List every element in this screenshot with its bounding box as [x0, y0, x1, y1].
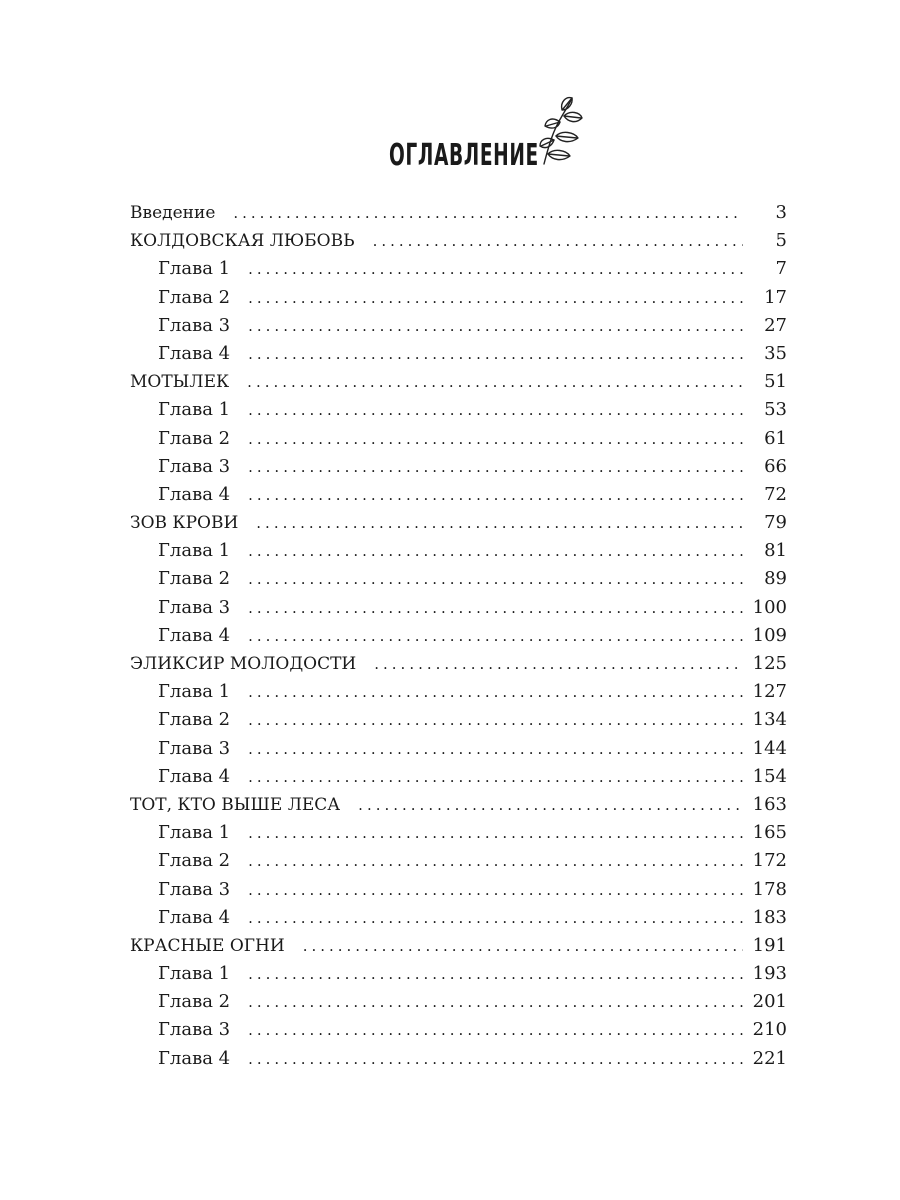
title-row: [0, 130, 900, 190]
toc-chapter-row[interactable]: [130, 425, 787, 453]
toc-entry-label: Глава 3: [158, 596, 231, 618]
dot-leader: [248, 706, 743, 734]
leaf-branch-icon: [538, 94, 584, 166]
dot-leader: [248, 988, 743, 1016]
toc-entry-label: ЗОВ КРОВИ: [130, 513, 239, 534]
toc-entry-label: КРАСНЫЕ ОГНИ: [130, 935, 285, 956]
toc-chapter-row[interactable]: [130, 678, 787, 706]
toc-page-number: 163: [752, 793, 787, 815]
dot-leader: [247, 368, 743, 396]
toc-page-number: 27: [764, 314, 787, 336]
toc-chapter-row[interactable]: [130, 988, 787, 1016]
toc-entry-label: КОЛДОВСКАЯ ЛЮБОВЬ: [130, 231, 355, 252]
toc-chapter-row[interactable]: [130, 565, 787, 593]
toc-page-number: 79: [764, 512, 787, 534]
page-title: ОГЛАВЛЕНИЕ: [389, 138, 539, 173]
toc-page-number: 100: [752, 596, 787, 618]
toc-chapter-row[interactable]: [130, 1016, 787, 1044]
toc-chapter-row[interactable]: [130, 622, 787, 650]
toc-chapter-row[interactable]: [130, 706, 787, 734]
toc-chapter-row[interactable]: [130, 904, 787, 932]
dot-leader: [248, 284, 743, 312]
dot-leader: [248, 425, 743, 453]
dot-leader: [248, 481, 743, 509]
toc-part-row[interactable]: [130, 509, 787, 537]
dot-leader: [374, 650, 742, 678]
toc-page-number: 5: [775, 230, 787, 252]
toc-chapter-row[interactable]: [130, 960, 787, 988]
dot-leader: [303, 932, 743, 960]
toc-page-number: 66: [764, 455, 787, 477]
toc-chapter-row[interactable]: [130, 594, 787, 622]
toc-part-row[interactable]: [130, 368, 787, 396]
toc-entry-label: Глава 2: [158, 427, 231, 449]
dot-leader: [248, 622, 743, 650]
toc-page-number: 183: [752, 906, 787, 928]
dot-leader: [248, 678, 743, 706]
toc-entry-label: Глава 1: [158, 540, 231, 562]
toc-entry-label: ТОТ, КТО ВЫШЕ ЛЕСА: [130, 794, 341, 815]
toc-page-number: 191: [752, 934, 787, 956]
toc-chapter-row[interactable]: [130, 1045, 787, 1073]
toc-chapter-row[interactable]: [130, 819, 787, 847]
toc-page-number: 61: [764, 427, 787, 449]
toc-entry-label: Глава 2: [158, 850, 231, 872]
toc-page-number: 172: [752, 850, 787, 872]
toc-entry-label: Глава 4: [158, 624, 231, 646]
toc-part-row[interactable]: [130, 932, 787, 960]
toc-entry-label: Глава 2: [158, 568, 231, 590]
toc-entry-label: Глава 4: [158, 483, 231, 505]
toc-entry-label: Глава 3: [158, 878, 231, 900]
toc-chapter-row[interactable]: [130, 396, 787, 424]
toc-chapter-row[interactable]: [130, 255, 787, 283]
toc-part-row[interactable]: [130, 650, 787, 678]
toc-page-number: 178: [752, 878, 787, 900]
dot-leader: [248, 735, 743, 763]
toc-part-row[interactable]: [130, 791, 787, 819]
toc-entry-label: Глава 2: [158, 709, 231, 731]
toc-entry-label: Глава 4: [158, 765, 231, 787]
toc-entry-label: Введение: [130, 203, 216, 223]
toc-page-number: 81: [764, 540, 787, 562]
toc-entry-label: Глава 1: [158, 681, 231, 703]
dot-leader: [248, 396, 743, 424]
toc-page-number: 53: [764, 399, 787, 421]
toc-page-number: 17: [764, 286, 787, 308]
toc-page-number: 221: [752, 1047, 787, 1069]
toc-chapter-row[interactable]: [130, 537, 787, 565]
toc-entry-label: Глава 1: [158, 822, 231, 844]
dot-leader: [233, 199, 743, 227]
toc-entry-label: Глава 4: [158, 906, 231, 928]
dot-leader: [256, 509, 743, 537]
toc-entry-label: Глава 1: [158, 963, 231, 985]
toc-entry-label: Глава 1: [158, 399, 231, 421]
toc-chapter-row[interactable]: [130, 763, 787, 791]
toc-chapter-row[interactable]: [130, 847, 787, 875]
dot-leader: [358, 791, 742, 819]
toc-entry-label: Глава 3: [158, 1019, 231, 1041]
toc-page-number: 125: [752, 653, 787, 674]
toc-chapter-row[interactable]: [130, 453, 787, 481]
dot-leader: [373, 227, 743, 255]
toc-entry-label: ЭЛИКСИР МОЛОДОСТИ: [130, 654, 357, 674]
toc-entry-label: Глава 3: [158, 737, 231, 759]
dot-leader: [248, 876, 743, 904]
toc-entry-label: Глава 4: [158, 1047, 231, 1069]
dot-leader: [248, 312, 743, 340]
toc-page-number: 3: [775, 202, 787, 223]
toc-part-row[interactable]: [130, 199, 787, 227]
toc-chapter-row[interactable]: [130, 735, 787, 763]
toc-entry-label: МОТЫЛЕК: [130, 372, 230, 393]
toc-chapter-row[interactable]: [130, 481, 787, 509]
toc-page-number: 7: [775, 258, 787, 280]
toc-page-number: 134: [752, 709, 787, 731]
toc-chapter-row[interactable]: [130, 340, 787, 368]
dot-leader: [248, 1045, 743, 1073]
toc-entry-label: Глава 3: [158, 455, 231, 477]
toc-page-number: 109: [752, 624, 787, 646]
toc-page-number: 201: [752, 991, 787, 1013]
dot-leader: [248, 453, 743, 481]
toc-part-row[interactable]: [130, 227, 787, 255]
toc-page-number: 165: [752, 822, 787, 844]
dot-leader: [248, 255, 743, 283]
dot-leader: [248, 565, 743, 593]
toc-page-number: 35: [764, 342, 787, 364]
toc-page-number: 193: [752, 963, 787, 985]
dot-leader: [248, 763, 743, 791]
toc-page-number: 51: [764, 371, 787, 393]
toc-chapter-row[interactable]: [130, 284, 787, 312]
toc-chapter-row[interactable]: [130, 312, 787, 340]
toc-entry-label: Глава 3: [158, 314, 231, 336]
dot-leader: [248, 819, 743, 847]
dot-leader: [248, 340, 743, 368]
toc-entry-label: Глава 4: [158, 342, 231, 364]
toc-page-number: 144: [752, 737, 787, 759]
dot-leader: [248, 847, 743, 875]
toc-page-number: 210: [752, 1019, 787, 1041]
toc-page-number: 154: [752, 765, 787, 787]
dot-leader: [248, 960, 743, 988]
dot-leader: [248, 904, 743, 932]
toc-page-number: 89: [764, 568, 787, 590]
toc-entry-label: Глава 2: [158, 991, 231, 1013]
dot-leader: [248, 594, 743, 622]
dot-leader: [248, 537, 743, 565]
toc-chapter-row[interactable]: [130, 876, 787, 904]
table-of-contents: [130, 199, 787, 1073]
toc-page-number: 127: [752, 681, 787, 703]
dot-leader: [248, 1016, 743, 1044]
toc-page-number: 72: [764, 483, 787, 505]
toc-entry-label: Глава 2: [158, 286, 231, 308]
toc-entry-label: Глава 1: [158, 258, 231, 280]
